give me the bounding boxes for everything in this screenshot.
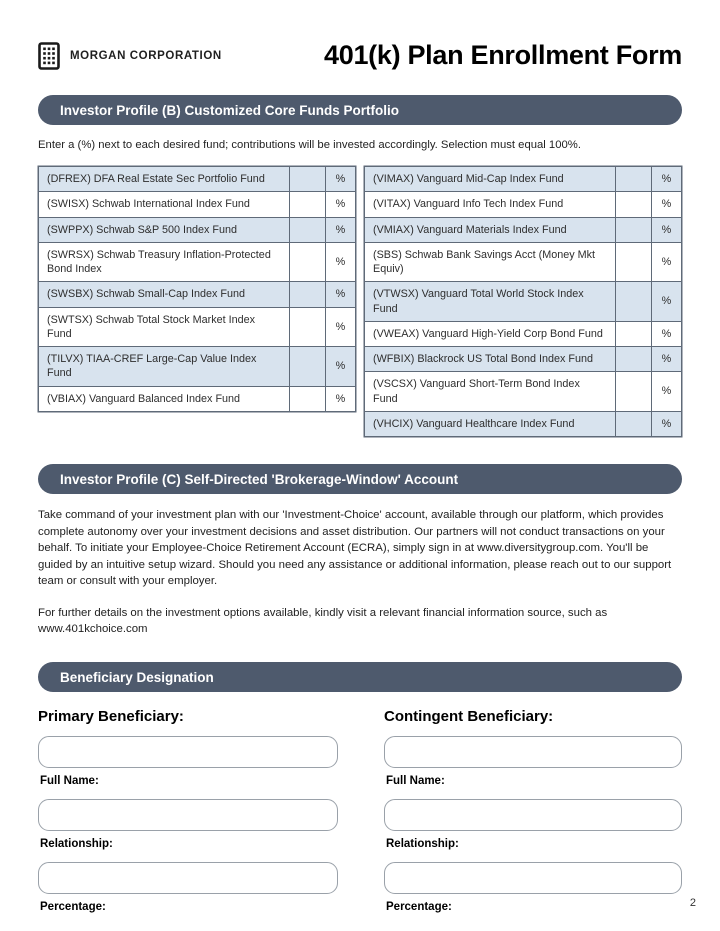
fund-row: [39, 386, 356, 411]
fund-row: [39, 282, 356, 307]
beneficiary-input[interactable]: [38, 862, 338, 894]
beneficiary-input[interactable]: [384, 799, 682, 831]
percent-symbol: %: [325, 242, 355, 282]
percent-symbol: %: [651, 411, 681, 436]
percent-symbol: %: [651, 167, 681, 192]
section-c-paragraph-2: For further details on the investment options available, kindly visit a relevant financial information source, such as www.401kchoice.com: [38, 606, 608, 636]
fund-percent-input[interactable]: [615, 372, 651, 412]
fund-name: (SWRSX) Schwab Treasury Inflation-Protected Bond Index: [39, 242, 290, 282]
section-header-beneficiary-designation: Beneficiary Designation: [38, 662, 682, 692]
section-header-investor-profile-b: Investor Profile (B) Customized Core Funds Portfolio: [38, 95, 682, 125]
fund-row: [365, 347, 682, 372]
fund-name: (VMIAX) Vanguard Materials Index Fund: [365, 217, 616, 242]
fund-row: [365, 372, 682, 412]
page-title: 401(k) Plan Enrollment Form: [324, 40, 682, 70]
percent-symbol: %: [325, 167, 355, 192]
fund-row: [39, 192, 356, 217]
percent-symbol: %: [651, 192, 681, 217]
fund-table-left: [38, 166, 356, 412]
beneficiary-input[interactable]: [38, 736, 338, 768]
fund-name: (SWPPX) Schwab S&P 500 Index Fund: [39, 217, 290, 242]
fund-percent-input[interactable]: [289, 217, 325, 242]
company-name: MORGAN CORPORATION: [70, 49, 222, 62]
beneficiary-field: [384, 736, 682, 787]
beneficiary-field: [384, 799, 682, 850]
building-icon: [38, 42, 60, 70]
beneficiary-field-label: Full Name:: [40, 774, 99, 787]
fund-row: [365, 167, 682, 192]
fund-row: [39, 167, 356, 192]
fund-percent-input[interactable]: [289, 307, 325, 347]
page-number: 2: [689, 897, 696, 909]
fund-name: (SWTSX) Schwab Total Stock Market Index Fund: [39, 307, 290, 347]
primary-beneficiary-heading: Primary Beneficiary:: [38, 707, 184, 725]
fund-percent-input[interactable]: [615, 411, 651, 436]
fund-table-right: [364, 166, 682, 437]
fund-percent-input[interactable]: [615, 192, 651, 217]
fund-row: [39, 307, 356, 347]
beneficiary-field-label: Percentage:: [40, 900, 106, 913]
fund-row: [365, 192, 682, 217]
brand: [38, 42, 222, 70]
fund-name: (VTWSX) Vanguard Total World Stock Index Fund: [365, 282, 616, 322]
fund-name: (VSCSX) Vanguard Short-Term Bond Index Fund: [365, 372, 616, 412]
fund-tables: [38, 166, 682, 437]
beneficiary-field-label: Relationship:: [386, 837, 459, 850]
fund-percent-input[interactable]: [615, 167, 651, 192]
beneficiary-input[interactable]: [384, 862, 682, 894]
fund-percent-input[interactable]: [615, 217, 651, 242]
fund-row: [365, 217, 682, 242]
fund-name: (DFREX) DFA Real Estate Sec Portfolio Fund: [39, 167, 290, 192]
fund-name: (SWSBX) Schwab Small-Cap Index Fund: [39, 282, 290, 307]
section-c-paragraph-1: Take command of your investment plan with our 'Investment-Choice' account, available through our platform, which provides complete autonomy over your investment decisions and asset distribution. Our partners will not conduct transactions on your behalf. To initiate your Employee-Choice Retirement Account (ECRA), simply sign in at www.diversitygroup.com. You'll be guided by an intuitive setup wizard. Should you need any assistance or additional information, please reach out to our support team or consult with your employer.: [38, 509, 672, 588]
primary-beneficiary-column: [38, 708, 338, 925]
header: [0, 0, 720, 71]
fund-name: (SBS) Schwab Bank Savings Acct (Money Mkt Equiv): [365, 242, 616, 282]
fund-percent-input[interactable]: [615, 242, 651, 282]
fund-row: [365, 242, 682, 282]
percent-symbol: %: [325, 386, 355, 411]
beneficiary-columns: [38, 708, 682, 925]
fund-name: (VITAX) Vanguard Info Tech Index Fund: [365, 192, 616, 217]
percent-symbol: %: [325, 217, 355, 242]
fund-percent-input[interactable]: [289, 386, 325, 411]
beneficiary-field: [38, 862, 338, 913]
fund-row: [365, 282, 682, 322]
fund-percent-input[interactable]: [615, 347, 651, 372]
percent-symbol: %: [325, 347, 355, 387]
beneficiary-input[interactable]: [384, 736, 682, 768]
fund-name: (VIMAX) Vanguard Mid-Cap Index Fund: [365, 167, 616, 192]
fund-percent-input[interactable]: [615, 282, 651, 322]
beneficiary-field: [38, 736, 338, 787]
fund-percent-input[interactable]: [289, 242, 325, 282]
fund-name: (WFBIX) Blackrock US Total Bond Index Fund: [365, 347, 616, 372]
fund-name: (VHCIX) Vanguard Healthcare Index Fund: [365, 411, 616, 436]
percent-symbol: %: [651, 372, 681, 412]
percent-symbol: %: [651, 347, 681, 372]
contingent-beneficiary-heading: Contingent Beneficiary:: [384, 707, 554, 725]
beneficiary-field-label: Full Name:: [386, 774, 445, 787]
fund-percent-input[interactable]: [289, 347, 325, 387]
fund-percent-input[interactable]: [289, 167, 325, 192]
fund-row: [365, 321, 682, 346]
fund-name: (TILVX) TIAA-CREF Large-Cap Value Index Fund: [39, 347, 290, 387]
section-header-investor-profile-c: Investor Profile (C) Self-Directed 'Brokerage-Window' Account: [38, 464, 682, 494]
percent-symbol: %: [325, 282, 355, 307]
fund-row: [365, 411, 682, 436]
fund-percent-input[interactable]: [289, 192, 325, 217]
beneficiary-input[interactable]: [38, 799, 338, 831]
fund-percent-input[interactable]: [289, 282, 325, 307]
percent-symbol: %: [325, 307, 355, 347]
fund-row: [39, 242, 356, 282]
fund-name: (VWEAX) Vanguard High-Yield Corp Bond Fund: [365, 321, 616, 346]
beneficiary-field: [384, 862, 682, 913]
fund-name: (VBIAX) Vanguard Balanced Index Fund: [39, 386, 290, 411]
beneficiary-field-label: Percentage:: [386, 900, 452, 913]
beneficiary-field-label: Relationship:: [40, 837, 113, 850]
section-b-instruction: Enter a (%) next to each desired fund; contributions will be invested accordingly. Selection must equal 100%.: [38, 139, 581, 151]
beneficiary-field: [38, 799, 338, 850]
percent-symbol: %: [651, 217, 681, 242]
fund-percent-input[interactable]: [615, 321, 651, 346]
percent-symbol: %: [651, 282, 681, 322]
fund-row: [39, 217, 356, 242]
percent-symbol: %: [325, 192, 355, 217]
contingent-beneficiary-column: [384, 708, 682, 925]
fund-row: [39, 347, 356, 387]
percent-symbol: %: [651, 242, 681, 282]
fund-name: (SWISX) Schwab International Index Fund: [39, 192, 290, 217]
percent-symbol: %: [651, 321, 681, 346]
